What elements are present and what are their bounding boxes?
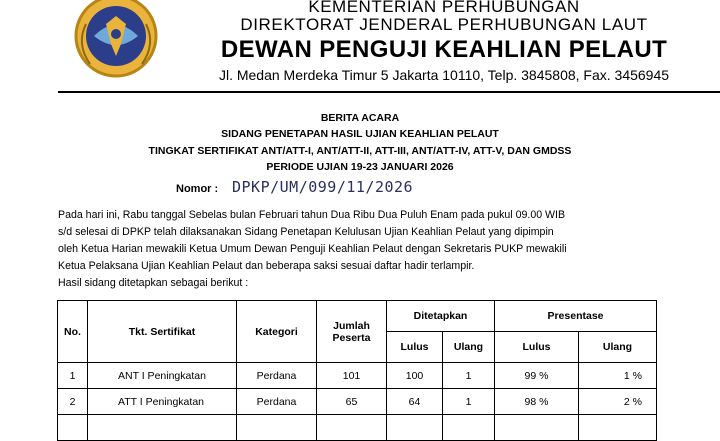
exam-period: PERIODE UJIAN 19-23 JANUARI 2026 — [266, 161, 454, 173]
col-no: No. — [58, 301, 88, 363]
cell-lulus: 64 — [387, 389, 443, 415]
col-presentase: Presentase — [495, 301, 657, 332]
col-kategori: Kategori — [237, 301, 317, 363]
cell-kategori: Perdana — [237, 389, 317, 415]
ministry-logo-icon — [66, 0, 166, 84]
cell-persen-lulus: 99 % — [495, 363, 579, 389]
cell-no — [58, 415, 88, 441]
cell-sertifikat: ANT I Peningkatan — [88, 363, 237, 389]
cell-persen-ulang: 1 % — [579, 363, 657, 389]
col-persen-lulus: Lulus — [495, 332, 579, 363]
address: Jl. Medan Merdeka Timur 5 Jakarta 10110, Telp. 3845808, Fax. 3456945 — [218, 67, 670, 83]
cell-jumlah: 101 — [317, 363, 387, 389]
directorate-name: DIREKTORAT JENDERAL PERHUBUNGAN LAUT — [240, 15, 648, 34]
hasil-intro: Hasil sidang ditetapkan sebagai berikut : — [58, 277, 249, 289]
cell-ulang: 1 — [443, 363, 495, 389]
cell-kategori: Perdana — [237, 363, 317, 389]
ministry-name: KEMENTERIAN PERHUBUNGAN — [308, 0, 580, 16]
cell-persen-ulang — [579, 415, 657, 441]
col-ditetapkan: Ditetapkan — [387, 301, 495, 332]
cell-jumlah: 65 — [317, 389, 387, 415]
col-persen-ulang: Ulang — [579, 332, 657, 363]
cell-kategori — [237, 415, 317, 441]
cell-sertifikat — [88, 415, 237, 441]
cell-ulang: 1 — [443, 389, 495, 415]
table-row — [58, 389, 657, 415]
nomor-label: Nomor : — [176, 183, 219, 195]
cell-persen-ulang: 2 % — [579, 389, 657, 415]
col-sertifikat: Tkt. Sertifikat — [88, 301, 237, 363]
letterhead-divider — [58, 91, 720, 93]
cell-persen-lulus — [495, 415, 579, 441]
results-table — [57, 300, 657, 441]
body-line: s/d selesai di DPKP telah dilaksanakan Sidang Penetapan Kelulusan Ujian Keahlian Pelaut yang dipimpin — [58, 226, 554, 238]
cell-no: 1 — [58, 363, 88, 389]
cell-persen-lulus: 98 % — [495, 389, 579, 415]
col-lulus: Lulus — [387, 332, 443, 363]
body-paragraph — [58, 207, 718, 275]
board-name: DEWAN PENGUJI KEAHLIAN PELAUT — [220, 36, 668, 63]
col-jumlah: Jumlah Peserta — [317, 301, 387, 363]
body-line: Ketua Pelaksana Ujian Keahlian Pelaut dan beberapa saksi sesuai daftar hadir terlampir. — [58, 260, 475, 272]
body-line: oleh Ketua Harian mewakili Ketua Umum Dewan Penguji Keahlian Pelaut dengan Sekretaris PUKP mewakili — [58, 243, 567, 255]
cell-lulus: 100 — [387, 363, 443, 389]
cell-jumlah — [317, 415, 387, 441]
col-ulang: Ulang — [443, 332, 495, 363]
table-row — [58, 363, 657, 389]
certificate-levels: TINGKAT SERTIFIKAT ANT/ATT-I, ANT/ATT-II, ATT-III, ANT/ATT-IV, ATT-V, DAN GMDSS — [148, 145, 572, 157]
cell-no: 2 — [58, 389, 88, 415]
cell-ulang — [443, 415, 495, 441]
cell-lulus — [387, 415, 443, 441]
document-subtitle: SIDANG PENETAPAN HASIL UJIAN KEAHLIAN PELAUT — [221, 128, 499, 140]
cell-sertifikat: ATT I Peningkatan — [88, 389, 237, 415]
table-row — [58, 415, 657, 441]
document-title: BERITA ACARA — [320, 112, 400, 124]
body-line: Pada hari ini, Rabu tanggal Sebelas bulan Februari tahun Dua Ribu Dua Puluh Enam pada pukul 09.00 WIB — [58, 209, 566, 221]
nomor-handwritten: DPKP/UM/099/11/2026 — [232, 178, 414, 196]
